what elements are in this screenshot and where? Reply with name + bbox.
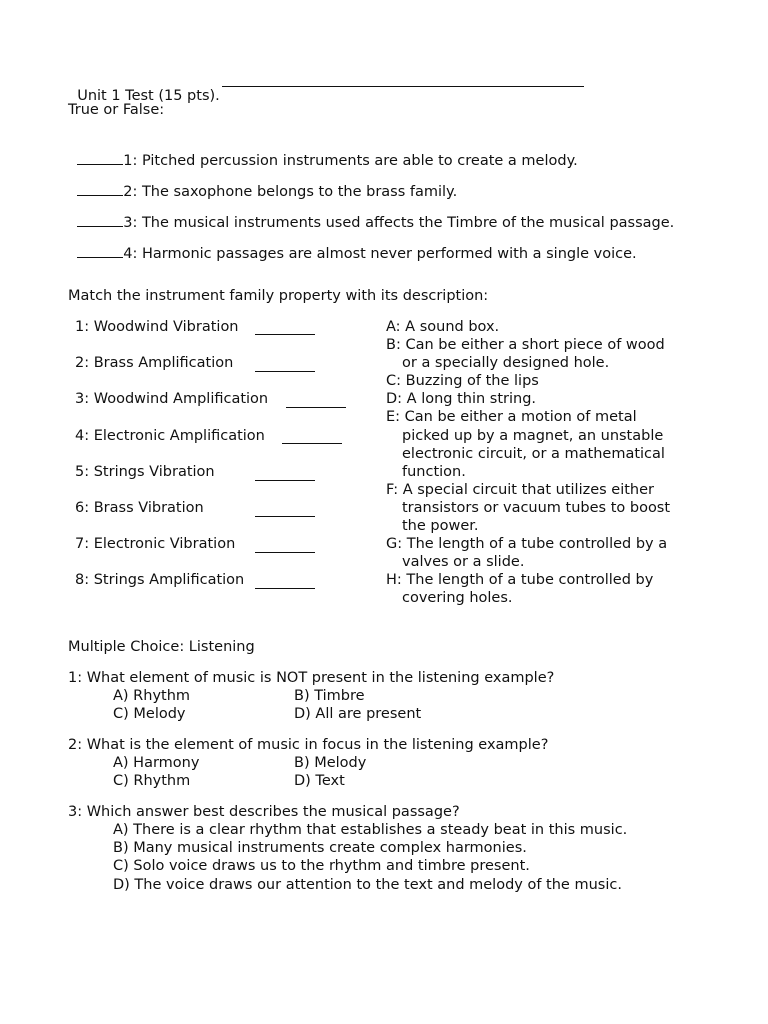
description-letter: H: bbox=[386, 572, 402, 589]
match-description bbox=[386, 408, 696, 426]
match-description bbox=[386, 535, 696, 553]
description-letter: D: bbox=[386, 391, 403, 408]
match-term: 5: Strings Vibration bbox=[75, 464, 215, 480]
tf-item-text: Pitched percussion instruments are able to create a melody. bbox=[141, 153, 578, 169]
description-text: Can be either a motion of metal bbox=[404, 409, 637, 426]
match-term: 4: Electronic Amplification bbox=[75, 428, 265, 444]
mc-option[interactable]: D) All are present bbox=[294, 706, 422, 722]
match-answer-blank[interactable] bbox=[255, 502, 315, 517]
description-letter: F: bbox=[386, 481, 399, 498]
description-text: A long thin string. bbox=[406, 391, 537, 408]
description-text: The length of a tube controlled by a bbox=[406, 536, 668, 553]
description-text: transistors or vacuum tubes to boost bbox=[402, 499, 671, 516]
match-answer-blank[interactable] bbox=[255, 320, 315, 335]
mc-option[interactable]: A) Harmony bbox=[113, 755, 200, 771]
match-term: 6: Brass Vibration bbox=[75, 500, 204, 516]
match-answer-blank[interactable] bbox=[255, 538, 315, 553]
description-text: the power. bbox=[402, 518, 479, 535]
matching-heading: Match the instrument family property with its description: bbox=[68, 288, 489, 304]
tf-item-num: 4: bbox=[123, 246, 138, 262]
description-letter: A: bbox=[386, 319, 401, 335]
description-text: or a specially designed hole. bbox=[402, 355, 610, 372]
mc-option[interactable]: B) Melody bbox=[294, 755, 367, 771]
mc-heading: Multiple Choice: Listening bbox=[68, 639, 255, 655]
description-letter: E: bbox=[386, 409, 401, 426]
description-letter: C: bbox=[386, 373, 402, 390]
match-term: 8: Strings Amplification bbox=[75, 572, 245, 588]
match-term: 7: Electronic Vibration bbox=[75, 536, 236, 552]
match-description-list bbox=[386, 318, 696, 608]
mc-option[interactable]: C) Melody bbox=[113, 706, 186, 722]
description-text: function. bbox=[402, 463, 466, 480]
description-letter: G: bbox=[386, 536, 403, 553]
match-description bbox=[386, 318, 696, 336]
tf-item-text: The musical instruments used affects the Timbre of the musical passage. bbox=[141, 215, 675, 231]
mc-option[interactable]: C) Rhythm bbox=[113, 773, 191, 789]
mc-question: 1: What element of music is NOT present in the listening example? bbox=[68, 670, 555, 686]
mc-option[interactable]: B) Timbre bbox=[294, 688, 365, 704]
description-text: electronic circuit, or a mathematical bbox=[402, 445, 665, 462]
match-answer-blank[interactable] bbox=[286, 393, 346, 408]
name-blank[interactable] bbox=[222, 72, 584, 87]
mc-option[interactable]: A) There is a clear rhythm that establishes a steady beat in this music. bbox=[113, 822, 628, 838]
description-text: Buzzing of the lips bbox=[405, 373, 539, 390]
tf-item-num: 1: bbox=[123, 153, 138, 169]
description-text: The length of a tube controlled by bbox=[406, 572, 654, 589]
match-answer-blank[interactable] bbox=[282, 429, 342, 444]
tf-item-text: The saxophone belongs to the brass family. bbox=[141, 184, 458, 200]
tf-heading: True or False: bbox=[68, 102, 165, 118]
description-text: A special circuit that utilizes either bbox=[402, 481, 654, 498]
tf-item-num: 3: bbox=[123, 215, 138, 231]
mc-question: 2: What is the element of music in focus in the listening example? bbox=[68, 737, 549, 753]
match-answer-blank[interactable] bbox=[255, 466, 315, 481]
description-text: valves or a slide. bbox=[402, 554, 525, 571]
mc-option[interactable]: D) The voice draws our attention to the text and melody of the music. bbox=[113, 877, 622, 893]
mc-option[interactable]: A) Rhythm bbox=[113, 688, 191, 704]
match-description bbox=[386, 390, 696, 408]
match-answer-blank[interactable] bbox=[255, 574, 315, 589]
tf-answer-blank[interactable] bbox=[77, 243, 123, 258]
match-description bbox=[386, 336, 696, 354]
page-title bbox=[68, 69, 220, 105]
match-term: 2: Brass Amplification bbox=[75, 355, 234, 371]
description-text: covering holes. bbox=[402, 590, 513, 607]
match-term: 3: Woodwind Amplification bbox=[75, 391, 269, 407]
tf-item-num: 2: bbox=[123, 184, 138, 200]
mc-option[interactable]: D) Text bbox=[294, 773, 345, 789]
mc-question: 3: Which answer best describes the musical passage? bbox=[68, 804, 460, 820]
match-term: 1: Woodwind Vibration bbox=[75, 319, 239, 335]
match-description bbox=[386, 372, 696, 390]
mc-option[interactable]: B) Many musical instruments create complex harmonies. bbox=[113, 840, 527, 856]
description-text: picked up by a magnet, an unstable bbox=[402, 427, 664, 444]
tf-item-text: Harmonic passages are almost never performed with a single voice. bbox=[141, 246, 637, 262]
description-text: Can be either a short piece of wood bbox=[405, 337, 665, 354]
match-description bbox=[386, 571, 696, 589]
mc-option[interactable]: C) Solo voice draws us to the rhythm and timbre present. bbox=[113, 858, 530, 874]
match-description bbox=[386, 481, 696, 499]
test-title: Unit 1 Test (15 pts). bbox=[77, 88, 220, 104]
description-text: A sound box. bbox=[405, 319, 500, 335]
description-letter: B: bbox=[386, 337, 401, 354]
match-answer-blank[interactable] bbox=[255, 357, 315, 372]
tf-item bbox=[68, 225, 637, 263]
